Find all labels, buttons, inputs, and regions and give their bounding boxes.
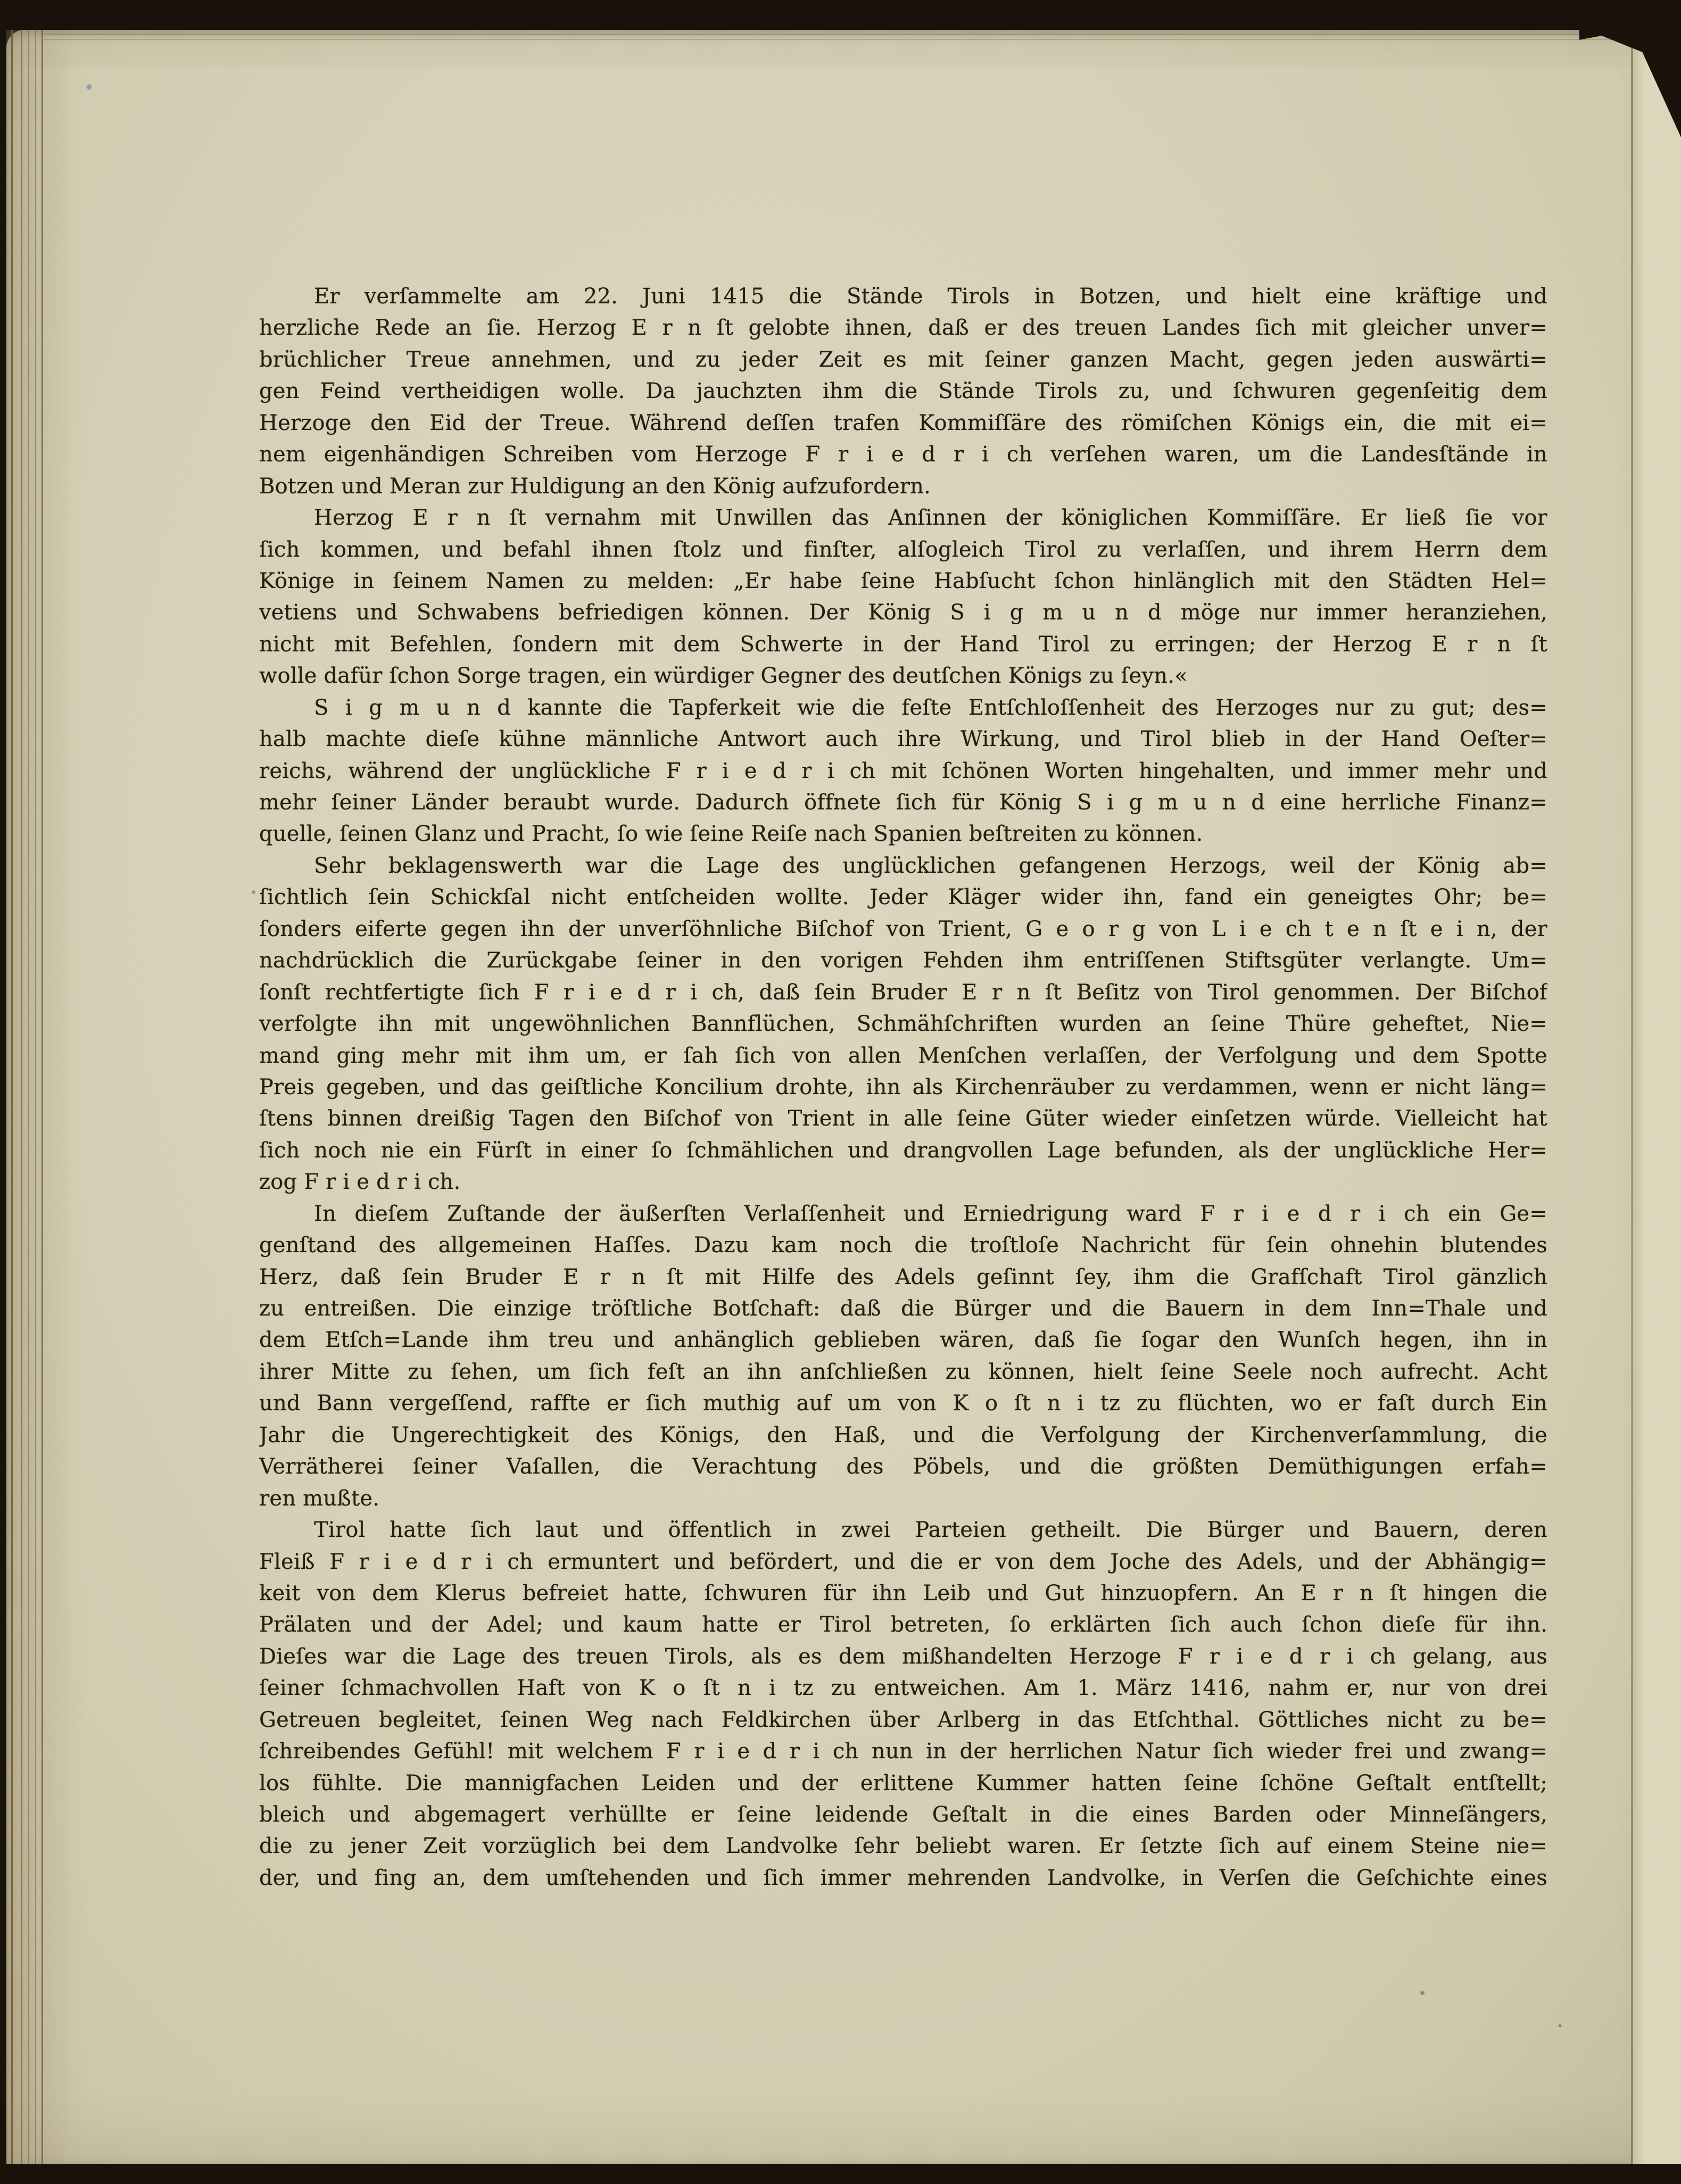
page-stack-edge-line (21, 30, 22, 2164)
text-line: dem Etſch=Lande ihm treu und anhänglich geblieben wären, daß ſie ſogar den Wunſch hegen, ihn in (259, 1328, 1547, 1353)
text-line: ſeiner ſchmachvollen Haft von K o ſt n i tz zu entweichen. Am 1. März 1416, nahm er, nur von drei (259, 1676, 1547, 1701)
text-line: los fühlte. Die mannigfachen Leiden und der erlittene Kummer hatten ſeine ſchöne Geſtalt entſtellt; (259, 1771, 1547, 1796)
text-line: ihrer Mitte zu ſehen, um ſich feſt an ihn anſchließen zu können, hielt ſeine Seele noch aufrecht. Acht (259, 1359, 1547, 1384)
gutter-page-curl (1632, 30, 1681, 2164)
text-line: der, und fing an, dem umſtehenden und ſich immer mehrenden Landvolke, in Verſen die Geſchichte eines (259, 1865, 1547, 1890)
text-line: zog F r i e d r i ch. (259, 1170, 461, 1195)
page-stack-edge-line (35, 30, 36, 2164)
text-line: Herz, daß ſein Bruder E r n ſt mit Hilfe des Adels geſinnt ſey, ihm die Grafſchaft Tirol gänzlich (259, 1264, 1547, 1289)
text-line: vetiens und Schwabens befriedigen können. Der König S i g m u n d möge nur immer heranziehen, (259, 600, 1547, 625)
paper-speck (86, 84, 92, 90)
text-line: bleich und abgemagert verhüllte er ſeine leidende Geſtalt in die eines Barden oder Minneſängers, (259, 1802, 1547, 1827)
text-line: gen Feind vertheidigen wolle. Da jauchzten ihm die Stände Tirols zu, und ſchwuren gegenſeitig dem (259, 379, 1547, 404)
page-fold-line (1631, 30, 1633, 2164)
text-line: reichs, während der unglückliche F r i e d r i ch mit ſchönen Worten hingehalten, und immer mehr und (259, 758, 1547, 783)
page-stack-edge-line (42, 30, 43, 2164)
text-line: ſchreibendes Gefühl! mit welchem F r i e d r i ch nun in der herrlichen Natur ſich wieder frei und zwang= (259, 1739, 1547, 1764)
text-line: Jahr die Ungerechtigkeit des Königs, den Haß, und die Verfolgung der Kirchenverſammlung, die (259, 1422, 1547, 1447)
page-stack-edge-line (11, 30, 13, 2164)
book-page (6, 30, 1681, 2164)
paper-speck (1420, 1990, 1425, 1996)
text-line: ſonſt rechtfertigte ſich F r i e d r i ch, daß ſein Bruder E r n ſt Beſitz von Tirol genommen. Der Biſchof (259, 980, 1547, 1005)
text-line: Tirol hatte ſich laut und öffentlich in zwei Parteien getheilt. Die Bürger und Bauern, deren (314, 1518, 1547, 1543)
text-line: Sehr beklagenswerth war die Lage des unglücklichen gefangenen Herzogs, weil der König ab= (314, 853, 1547, 878)
text-line: S i g m u n d kannte die Tapferkeit wie die feſte Entſchloſſenheit des Herzoges nur zu gut; des= (314, 695, 1547, 720)
text-line: brüchlicher Treue annehmen, und zu jeder Zeit es mit ſeiner ganzen Macht, gegen jeden auswärti= (259, 347, 1547, 372)
page-top-edge-line (44, 39, 1612, 40)
text-line: Herzog E r n ſt vernahm mit Unwillen das Anſinnen der königlichen Kommiſſäre. Er ließ ſie vor (314, 506, 1547, 531)
page-stack-edge-line (28, 30, 29, 2164)
text-line: In dieſem Zuſtande der äußerſten Verlaſſenheit und Erniedrigung ward F r i e d r i ch ein Ge= (314, 1201, 1547, 1226)
page-stack-shade (6, 30, 86, 2164)
text-line: und Bann vergeſſend, raffte er ſich muthig auf um von K o ſt n i tz zu flüchten, wo er faſt durch Ein (259, 1391, 1547, 1416)
text-line: Prälaten und der Adel; und kaum hatte er Tirol betreten, ſo erklärten ſich auch ſchon dieſe für ihn. (259, 1612, 1547, 1637)
page-top-edge-line (44, 34, 1612, 35)
text-line: Verrätherei ſeiner Vaſallen, die Verachtung des Pöbels, und die größten Demüthigungen erfah= (259, 1454, 1547, 1479)
text-line: verfolgte ihn mit ungewöhnlichen Bannflüchen, Schmähſchriften wurden an ſeine Thüre geheftet, Nie= (259, 1012, 1547, 1037)
paper-speck (251, 890, 256, 895)
text-line: quelle, ſeinen Glanz und Pracht, ſo wie ſeine Reiſe nach Spanien beſtreiten zu können. (259, 822, 1203, 847)
text-line: Er verſammelte am 22. Juni 1415 die Stände Tirols in Botzen, und hielt eine kräftige und (314, 284, 1547, 309)
text-line: Fleiß F r i e d r i ch ermuntert und befördert, und die er von dem Joche des Adels, und der Abhängig= (259, 1549, 1547, 1574)
text-line: zu entreißen. Die einzige tröſtliche Botſchaft: daß die Bürger und die Bauern in dem Inn=Thale und (259, 1296, 1547, 1321)
text-line: ſtens binnen dreißig Tagen den Biſchof von Trient in alle ſeine Güter wieder einſetzen würde. Vielleicht hat (259, 1106, 1547, 1131)
text-line: nem eigenhändigen Schreiben vom Herzoge F r i e d r i ch verſehen waren, um die Landesſtände in (259, 442, 1547, 467)
text-line: Preis gegeben, und das geiſtliche Koncilium drohte, ihn als Kirchenräuber zu verdammen, wenn er nicht läng= (259, 1074, 1547, 1099)
text-line: ſonders eiferte gegen ihn der unverſöhnliche Biſchof von Trient, G e o r g von L i e ch t e n ſt e i n, der (259, 916, 1547, 941)
text-line: ſich noch nie ein Fürſt in einer ſo ſchmählichen und drangvollen Lage befunden, als der unglückliche Her= (259, 1138, 1547, 1163)
text-line: mehr ſeiner Länder beraubt wurde. Dadurch öffnete ſich für König S i g m u n d eine herrliche Finanz= (259, 790, 1547, 815)
text-line: mand ging mehr mit ihm um, er ſah ſich von allen Menſchen verlaſſen, der Verfolgung und dem Spotte (259, 1043, 1547, 1068)
text-line: die zu jener Zeit vorzüglich bei dem Landvolke ſehr beliebt waren. Er ſetzte ſich auf einem Steine nie= (259, 1834, 1547, 1859)
text-line: Dieſes war die Lage des treuen Tirols, als es dem mißhandelten Herzoge F r i e d r i ch gelang, aus (259, 1644, 1547, 1669)
text-line: herzliche Rede an ſie. Herzog E r n ſt gelobte ihnen, daß er des treuen Landes ſich mit gleicher unver= (259, 316, 1547, 341)
text-line: nicht mit Befehlen, ſondern mit dem Schwerte in der Hand Tirol zu erringen; der Herzog E r n ſt (259, 632, 1547, 657)
text-line: Herzoge den Eid der Treue. Während deſſen trafen Kommiſſäre des römiſchen Königs ein, die mit ei= (259, 410, 1547, 435)
text-line: halb machte dieſe kühne männliche Antwort auch ihre Wirkung, und Tirol blieb in der Hand Oeſter= (259, 727, 1547, 752)
text-line: wolle dafür ſchon Sorge tragen, ein würdiger Gegner des deutſchen Königs zu ſeyn.« (259, 664, 1188, 689)
text-line: ren mußte. (259, 1486, 380, 1511)
text-line: Getreuen begleitet, ſeinen Weg nach Feldkirchen über Arlberg in das Etſchthal. Göttliches nicht zu be= (259, 1707, 1547, 1732)
text-line: Könige in ſeinem Namen zu melden: „Er habe ſeine Habſucht ſchon hinlänglich mit den Städten Hel= (259, 568, 1547, 593)
text-line: genſtand des allgemeinen Haſſes. Dazu kam noch die troſtloſe Nachricht für ſein ohnehin blutendes (259, 1233, 1547, 1258)
text-line: Botzen und Meran zur Huldigung an den König aufzufordern. (259, 474, 931, 499)
text-line: keit von dem Klerus befreiet hatte, ſchwuren für ihn Leib und Gut hinzuopfern. An E r n ſt hingen die (259, 1581, 1547, 1606)
text-line: ſichtlich ſein Schickſal nicht entſcheiden wollte. Jeder Kläger wider ihn, fand ein geneigtes Ohr; be= (259, 885, 1547, 910)
text-line: nachdrücklich die Zurückgabe ſeiner in den vorigen Fehden ihm entriſſenen Stiftsgüter verlangte. Um= (259, 948, 1547, 973)
paper-speck (1558, 2024, 1562, 2028)
text-column (259, 281, 1547, 1894)
text-line: ſich kommen, und befahl ihnen ſtolz und finſter, alſogleich Tirol zu verlaſſen, und ihrem Herrn dem (259, 537, 1547, 562)
